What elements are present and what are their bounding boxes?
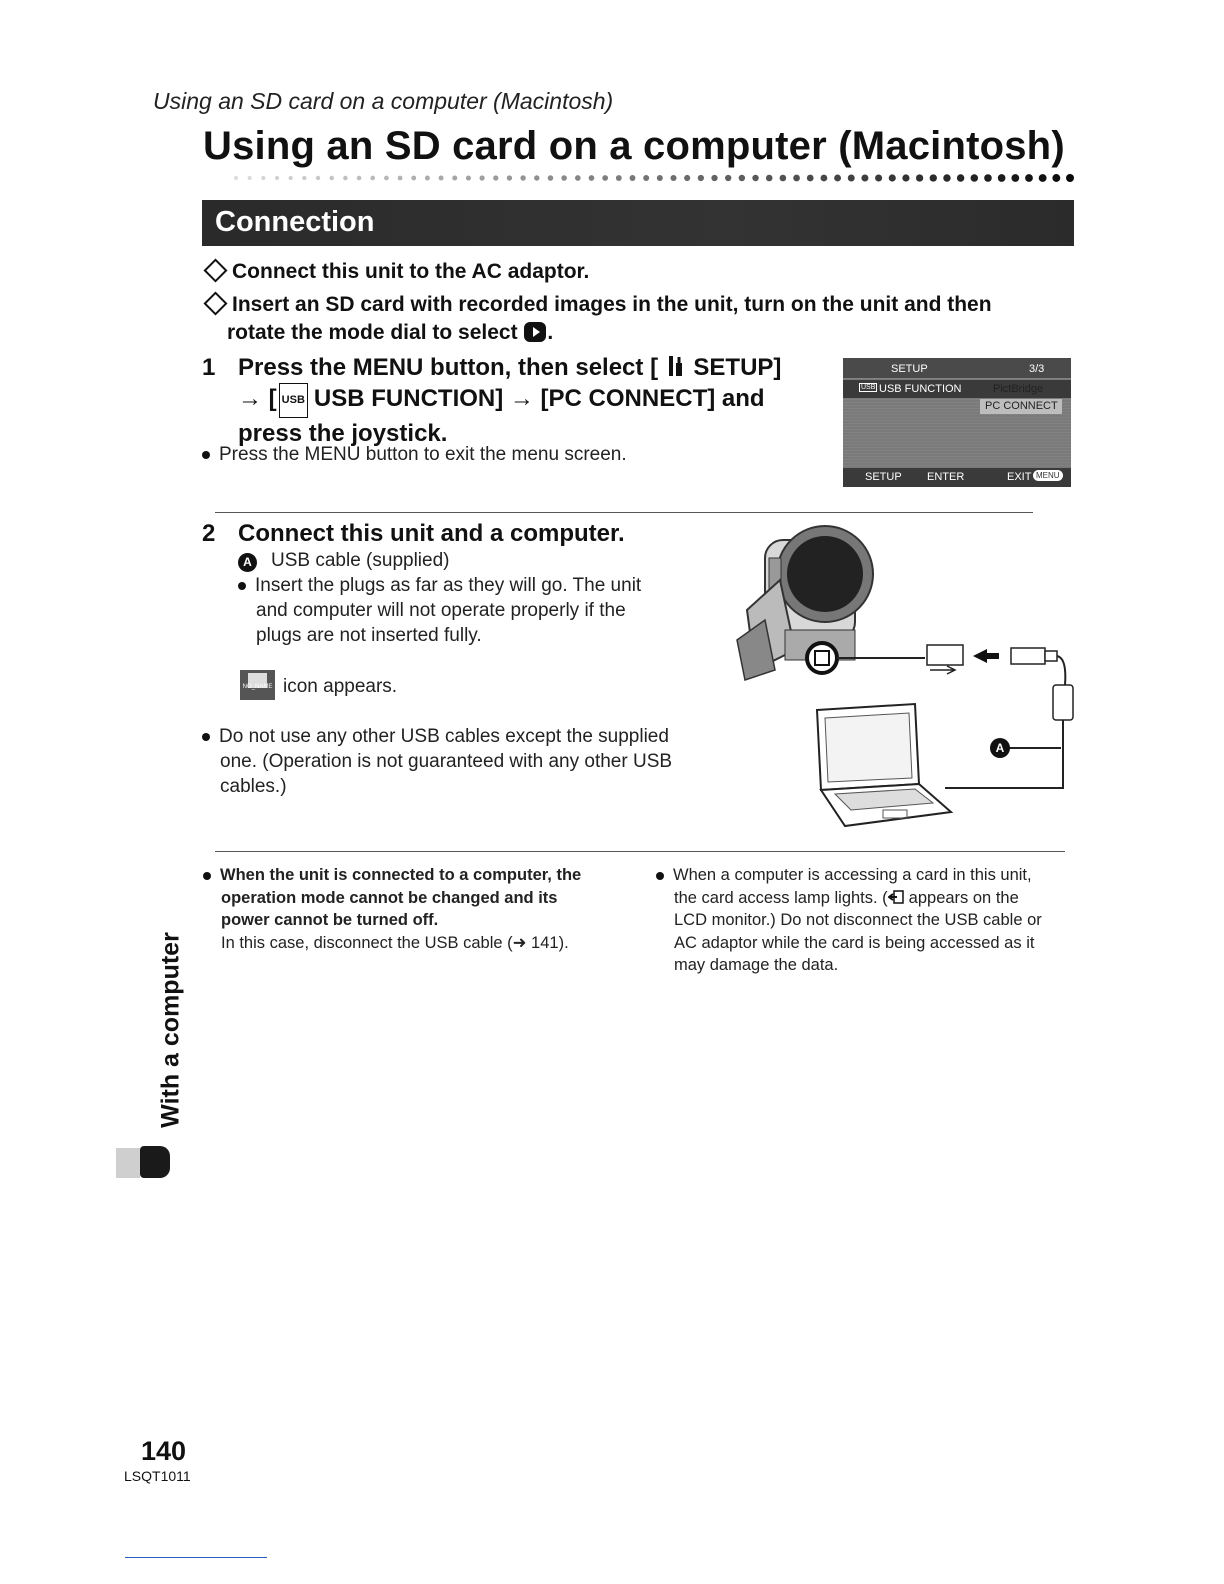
step-1-line1: Press the MENU button, then select [ bbox=[238, 354, 659, 381]
step-1-line2a: → [ bbox=[238, 385, 277, 412]
rule-dot bbox=[807, 175, 814, 182]
prereq-sd-card-cont: rotate the mode dial to select . bbox=[227, 321, 554, 344]
note-line: When the unit is connected to a computer, the bbox=[220, 866, 582, 884]
side-tab-text: With a computer bbox=[156, 932, 185, 1128]
step-1-text bbox=[238, 352, 828, 449]
prereq-ac-adaptor bbox=[202, 260, 589, 284]
step-2-title: Connect this unit and a computer. bbox=[238, 520, 625, 547]
rule-dot bbox=[861, 174, 868, 181]
rule-dot bbox=[957, 174, 964, 181]
side-tab-marker-light bbox=[116, 1148, 140, 1178]
menu-badge: MENU bbox=[1033, 470, 1063, 481]
rule-dot bbox=[834, 175, 841, 182]
bullet-icon bbox=[202, 451, 210, 459]
prereq-text: Insert an SD card with recorded images in the unit, turn on the unit and then bbox=[232, 293, 992, 316]
bullet-line: and computer will not operate properly if the bbox=[256, 600, 626, 621]
label-a-marker-text: A bbox=[995, 741, 1005, 755]
step-1-note-text: Press the MENU button to exit the menu screen. bbox=[219, 444, 627, 465]
usb-plug-icon bbox=[927, 645, 963, 665]
rule-dot bbox=[848, 175, 855, 182]
rule-dot bbox=[998, 174, 1006, 182]
note-line: When a computer is accessing a card in this unit, bbox=[673, 866, 1032, 884]
rule-dot bbox=[793, 175, 800, 182]
no-name-icon-line bbox=[240, 670, 397, 700]
note-line: may damage the data. bbox=[674, 956, 839, 974]
rule-dot bbox=[820, 175, 827, 182]
menu-footer-exit: EXIT bbox=[1007, 471, 1032, 483]
prereq-sd-card bbox=[202, 293, 992, 317]
rule-dot bbox=[370, 176, 375, 181]
diamond-icon bbox=[203, 259, 227, 283]
section-title: Connection bbox=[215, 206, 375, 238]
step-1-note bbox=[202, 442, 627, 467]
diamond-icon bbox=[203, 292, 227, 316]
connection-illustration bbox=[725, 520, 1075, 830]
menu-screen-image bbox=[843, 358, 1071, 487]
rule-dot bbox=[466, 175, 471, 180]
rule-dot bbox=[698, 175, 704, 181]
rule-dot bbox=[1011, 174, 1019, 182]
step-2-bullet-1 bbox=[238, 573, 641, 648]
prereq-text: rotate the mode dial to select bbox=[227, 321, 518, 344]
rule-dot bbox=[752, 175, 758, 181]
card-mode-icon bbox=[523, 321, 547, 343]
rule-dot bbox=[643, 175, 649, 181]
rule-dot bbox=[711, 175, 717, 181]
rule-dot bbox=[889, 174, 896, 181]
note-line: In this case, disconnect the USB cable (➜ 141). bbox=[221, 933, 569, 952]
running-head: Using an SD card on a computer (Macintosh) bbox=[153, 88, 614, 114]
rule-dot bbox=[439, 176, 444, 181]
rule-dot bbox=[1052, 174, 1060, 182]
rule-dot bbox=[1025, 174, 1033, 182]
bullet-icon bbox=[238, 582, 246, 590]
note-line: the card access lamp lights. ( bbox=[674, 888, 888, 907]
drive-icon-label: NO_NAME bbox=[242, 684, 273, 690]
footer-line bbox=[125, 1557, 267, 1558]
rule-dot bbox=[575, 175, 581, 181]
note-right bbox=[656, 864, 1086, 977]
rule-dot bbox=[766, 175, 773, 182]
rule-dot bbox=[357, 176, 362, 181]
card-access-icon bbox=[888, 889, 904, 905]
rule-dot bbox=[561, 175, 567, 181]
note-line: operation mode cannot be changed and its bbox=[221, 888, 558, 907]
cable-label bbox=[238, 548, 449, 573]
rule-dot bbox=[875, 174, 882, 181]
rule-dot bbox=[289, 176, 293, 180]
rule-dot bbox=[589, 175, 595, 181]
rule-dot bbox=[343, 176, 348, 181]
camcorder-illustration bbox=[737, 526, 873, 680]
step-1-line2b: USB FUNCTION] → [PC CONNECT] and bbox=[313, 385, 765, 412]
rule-dot bbox=[1066, 174, 1074, 182]
rule-dot bbox=[480, 175, 485, 180]
rule-dot bbox=[739, 175, 745, 181]
bullet-icon bbox=[203, 872, 211, 880]
usb-icon: USB bbox=[279, 383, 308, 418]
bullet-icon bbox=[656, 872, 664, 880]
side-tab bbox=[125, 930, 185, 1130]
rule-dot bbox=[398, 176, 403, 181]
bullet-line: Insert the plugs as far as they will go. The unit bbox=[255, 575, 642, 596]
menu-title: SETUP bbox=[891, 363, 928, 375]
note-line: LCD monitor.) Do not disconnect the USB cable or bbox=[674, 911, 1042, 929]
note-line: appears on the bbox=[908, 888, 1019, 907]
rule-dot bbox=[630, 175, 636, 181]
arrow-left-icon bbox=[973, 649, 987, 663]
menu-option: PC CONNECT bbox=[985, 400, 1058, 412]
note-line: power cannot be turned off. bbox=[221, 911, 439, 929]
rule-dot bbox=[234, 176, 238, 180]
step-1-line3: press the joystick. bbox=[238, 420, 448, 447]
page-title: Using an SD card on a computer (Macintosh) bbox=[203, 124, 1065, 168]
laptop-illustration bbox=[817, 704, 951, 826]
rule-dot bbox=[275, 176, 279, 180]
prereq-text: Connect this unit to the AC adaptor. bbox=[232, 260, 590, 283]
step-2-number: 2 bbox=[202, 520, 216, 547]
side-tab-marker bbox=[140, 1146, 170, 1178]
title-dot-rule bbox=[232, 170, 1074, 186]
menu-footer-enter: ENTER bbox=[927, 471, 965, 483]
rule-dot bbox=[302, 176, 306, 180]
rule-dot bbox=[248, 176, 252, 180]
rule-dot bbox=[725, 175, 731, 181]
step-1-line1-end: SETUP] bbox=[693, 354, 782, 381]
note-line: AC adaptor while the card is being accessed as it bbox=[674, 933, 1035, 952]
rule-dot bbox=[384, 176, 389, 181]
icon-text: icon appears. bbox=[283, 676, 398, 697]
rule-dot bbox=[670, 175, 676, 181]
bullet-line: Do not use any other USB cables except the supplied bbox=[219, 726, 669, 747]
menu-value: PictBridge bbox=[993, 383, 1044, 395]
rule-dot bbox=[452, 175, 457, 180]
divider bbox=[215, 512, 1033, 513]
doc-code: LSQT1011 bbox=[124, 1468, 191, 1484]
menu-page: 3/3 bbox=[1029, 363, 1045, 375]
rule-dot bbox=[930, 174, 937, 181]
rule-dot bbox=[916, 174, 923, 181]
rule-dot bbox=[411, 176, 416, 181]
bullet-line: one. (Operation is not guaranteed with any other USB bbox=[220, 751, 673, 772]
page-number: 140 bbox=[141, 1436, 187, 1466]
rule-dot bbox=[493, 175, 498, 180]
menu-usb-icon: USB bbox=[861, 384, 876, 391]
rule-dot bbox=[943, 174, 950, 181]
rule-dot bbox=[684, 175, 690, 181]
bullet-icon bbox=[202, 733, 210, 741]
note-left bbox=[203, 864, 633, 954]
menu-item: USB FUNCTION bbox=[879, 383, 962, 395]
rule-dot bbox=[534, 175, 539, 180]
rule-dot bbox=[548, 175, 554, 181]
rule-dot bbox=[520, 175, 525, 180]
rule-dot bbox=[616, 175, 622, 181]
menu-footer-setup: SETUP bbox=[865, 471, 902, 483]
rule-dot bbox=[602, 175, 608, 181]
step-2-bullet-2 bbox=[202, 724, 672, 799]
rule-dot bbox=[1039, 174, 1047, 182]
rule-dot bbox=[780, 175, 787, 182]
rule-dot bbox=[902, 174, 909, 181]
step-1-number: 1 bbox=[202, 354, 216, 381]
section-header bbox=[202, 200, 1074, 246]
rule-dot bbox=[971, 174, 979, 182]
rule-dot bbox=[316, 176, 320, 180]
divider bbox=[215, 851, 1065, 852]
rule-dot bbox=[984, 174, 992, 182]
rule-dot bbox=[425, 176, 430, 181]
rule-dot bbox=[329, 176, 333, 180]
rule-dot bbox=[261, 176, 265, 180]
ferrite-core-icon bbox=[1053, 685, 1073, 720]
rule-dot bbox=[507, 175, 512, 180]
bullet-line: cables.) bbox=[220, 776, 287, 797]
rule-dot bbox=[657, 175, 663, 181]
setup-icon bbox=[665, 354, 687, 378]
drive-icon bbox=[240, 670, 275, 700]
label-a-icon: A bbox=[238, 553, 257, 572]
bullet-line: plugs are not inserted fully. bbox=[256, 625, 482, 646]
cable-text: USB cable (supplied) bbox=[271, 550, 450, 571]
